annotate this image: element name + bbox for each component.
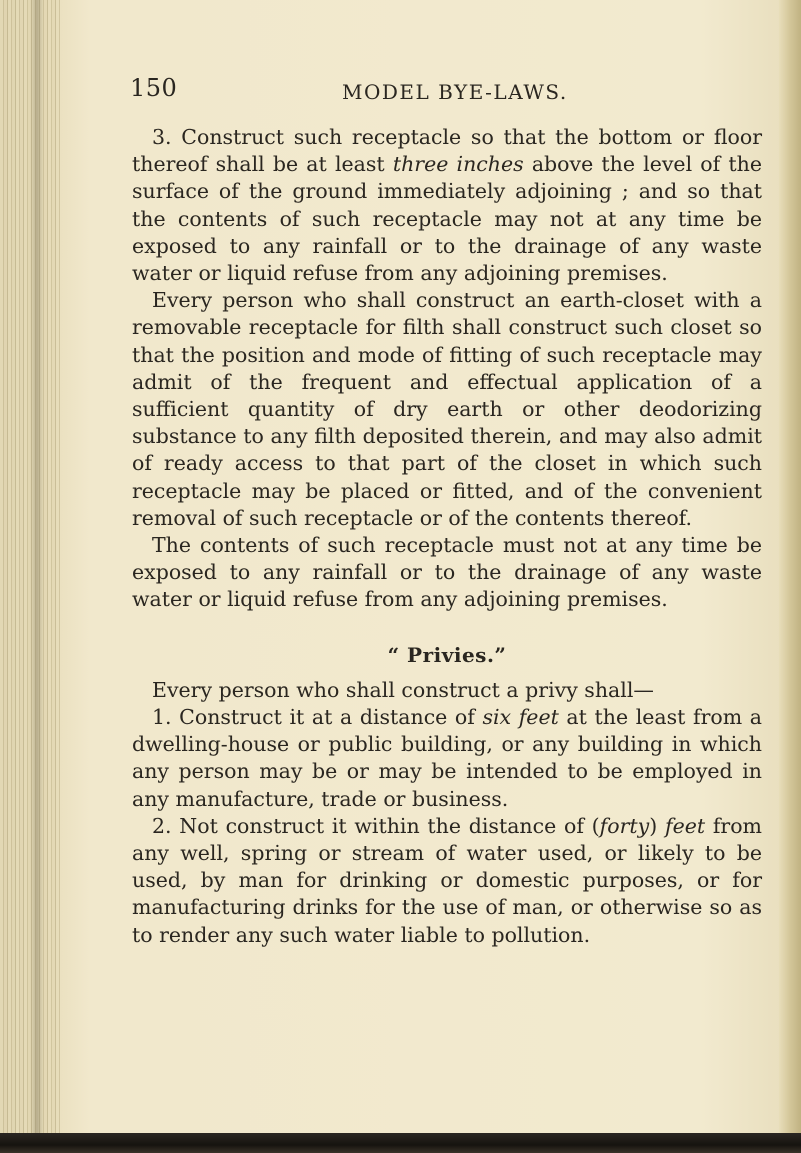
- paragraph-privy-intro: Every person who shall construct a privy shall—: [152, 677, 654, 702]
- paragraph-clause-1: 1. Construct it at a distance of six feet at the least from a dwelling-house or public building, or any building in which any person may be or may be intended to be employed in any manufacture, trade or business.: [132, 705, 762, 811]
- section-heading: “ Privies.”: [387, 642, 507, 667]
- page-number: 150: [130, 74, 178, 102]
- page-edge: [779, 0, 801, 1153]
- gutter-shadow: [30, 0, 44, 1153]
- paragraph-clause-3: 3. Construct such receptacle so that the bottom or floor thereof shall be at least three inches above the level of the surface of the ground immediately adjoining ; and so that the contents of such receptacle may not at any time be exposed to any rainfall or to the drainage of any waste water or liquid refuse from any adjoining premises.: [132, 125, 762, 286]
- running-head: MODEL BYE-LAWS.: [342, 80, 568, 104]
- body-text: [132, 124, 762, 949]
- paragraph-contents: The contents of such receptacle must not at any time be exposed to any rainfall or to the drainage of any waste water or liquid refuse from any adjoining premises.: [132, 533, 762, 612]
- bottom-shadow: [0, 1133, 801, 1153]
- paragraph-clause-2: 2. Not construct it within the distance of (forty) feet from any well, spring or stream of water used, or likely to be used, by man for drinking or domestic purposes, or for manufacturing drinks for the use of man, or otherwise so as to render any such water liable to pollution.: [132, 813, 762, 947]
- page-header: [130, 74, 690, 104]
- paragraph-earth-closet: Every person who shall construct an earth-closet with a removable receptacle for filth shall construct such closet so that the position and mode of fitting of such receptacle may admit of the frequent and effectual application of a sufficient quantity of dry earth or other deodorizing substance to any filth deposited therein, and may also admit of ready access to that part of the closet in which such receptacle may be placed or fitted, and of the convenient removal of such receptacle or of the contents thereof.: [132, 288, 762, 530]
